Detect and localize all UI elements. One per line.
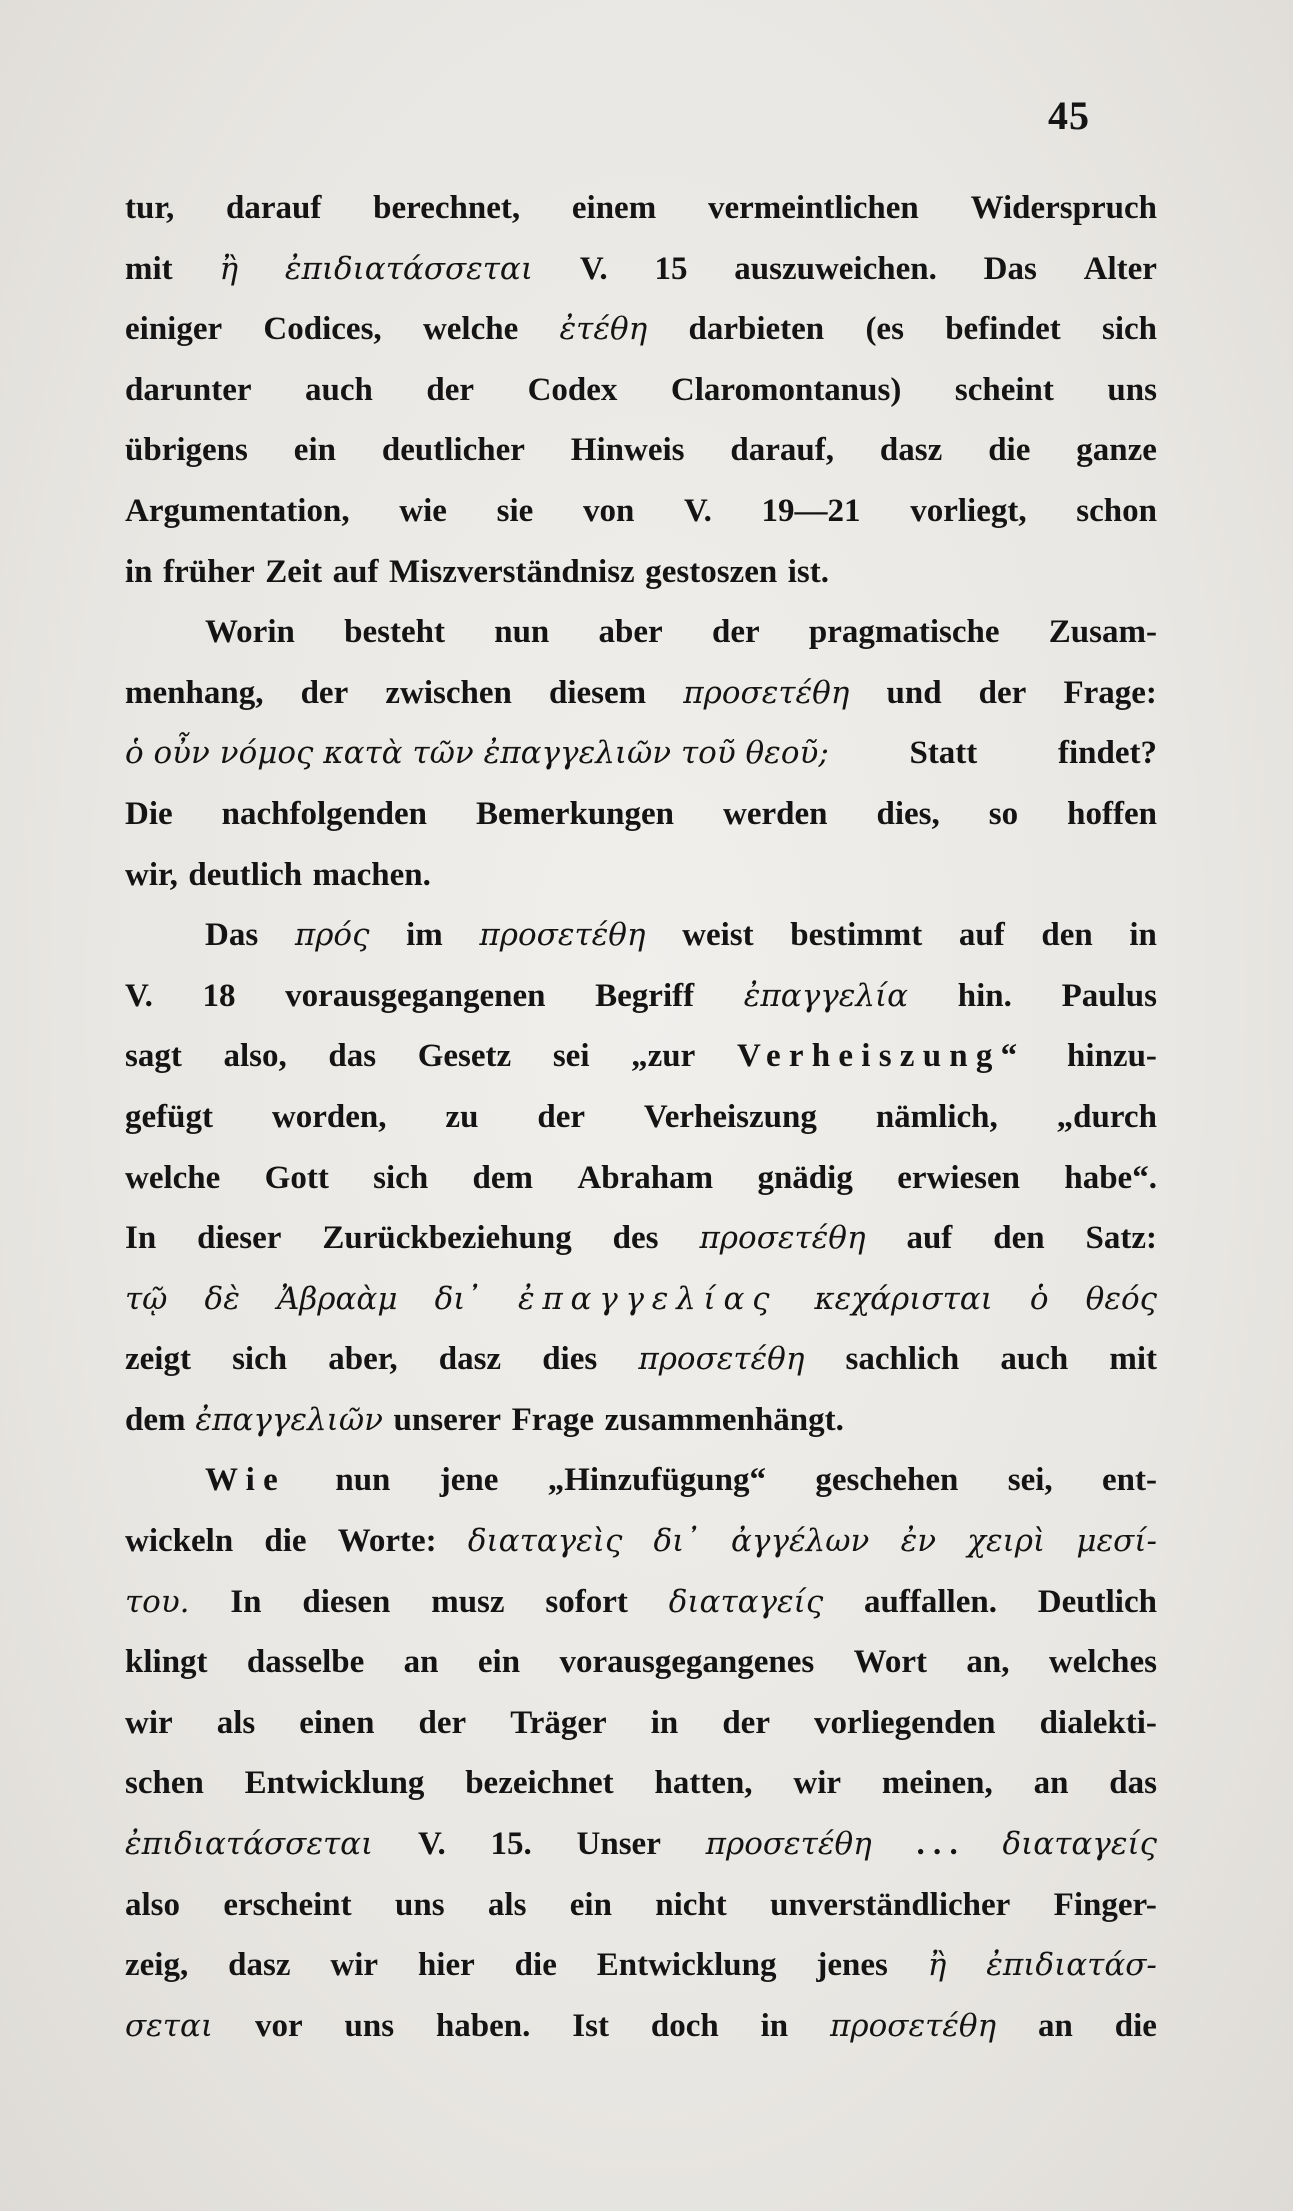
word: dem	[125, 1401, 186, 1438]
word: sagt	[125, 1038, 182, 1075]
word: sich	[232, 1341, 288, 1378]
word: habe“.	[1064, 1159, 1157, 1196]
word: 15.	[490, 1826, 532, 1863]
word: aber,	[328, 1341, 398, 1378]
word: hier	[417, 1947, 475, 1984]
text-line	[125, 542, 1157, 603]
word: 18	[202, 977, 236, 1014]
word: ganze	[1076, 432, 1157, 469]
greek-word: ὁ οὖν νόμος κατὰ τῶν ἐπαγγελιῶν τοῦ θεοῦ;	[125, 735, 829, 772]
word: auf	[906, 1220, 953, 1257]
word: 19—21	[761, 492, 861, 529]
word: im	[406, 917, 443, 954]
word: so	[988, 795, 1019, 832]
word: das	[328, 1038, 377, 1075]
greek-word: διαταγεὶς	[467, 1523, 623, 1560]
word: dasz	[879, 432, 943, 469]
word: die	[988, 432, 1031, 469]
word: an	[403, 1644, 439, 1681]
greek-word: προσετέθη	[830, 2007, 997, 2044]
word: zu	[445, 1098, 479, 1135]
greek-word: Ἀβραὰμ	[276, 1280, 398, 1317]
word: der	[426, 371, 475, 408]
word: wickeln	[125, 1523, 234, 1560]
word: also,	[223, 1038, 287, 1075]
word: Die	[125, 795, 173, 832]
word: besteht	[344, 614, 445, 651]
word: nachfolgenden	[221, 795, 428, 832]
text-line	[125, 784, 1157, 845]
word: diesem	[548, 674, 647, 711]
word: V.	[125, 977, 153, 1014]
word: auszuweichen.	[734, 250, 937, 287]
text-line	[125, 1026, 1157, 1087]
word: sie	[496, 492, 534, 529]
word: wir	[330, 1947, 379, 1984]
word: Argumentation,	[125, 492, 350, 529]
text-line	[125, 360, 1157, 421]
greek-word: ἐπαγγελία	[743, 977, 909, 1014]
word: in	[650, 1704, 679, 1741]
text-line	[125, 1693, 1157, 1754]
word: die	[514, 1947, 557, 1984]
word: Zusam-	[1048, 614, 1157, 651]
word: Wort	[853, 1644, 927, 1681]
text-line	[125, 299, 1157, 360]
word: vorausgegangenen	[285, 977, 546, 1014]
word: Entwicklung	[244, 1765, 425, 1802]
word: Bemerkungen	[476, 795, 675, 832]
word: berechnet,	[373, 190, 521, 226]
text-line	[125, 602, 1157, 663]
greek-word: προσετέθη	[705, 1826, 872, 1863]
word: vor	[254, 2007, 303, 2044]
text-line	[125, 663, 1157, 724]
greek-word: ἐν	[900, 1523, 937, 1560]
word: dies	[542, 1341, 598, 1378]
word: In	[230, 1583, 262, 1620]
word: erwiesen	[897, 1159, 1020, 1196]
text-line	[125, 239, 1157, 300]
word: vorausgegangenes	[559, 1644, 815, 1681]
word: auf	[958, 917, 1005, 954]
word: menhang,	[125, 674, 264, 711]
word: dieser	[197, 1220, 282, 1257]
greek-word: ἐτέθη	[559, 311, 648, 348]
word: meinen,	[881, 1765, 993, 1802]
word: übrigens	[125, 432, 248, 469]
word: Ist	[572, 2007, 609, 2044]
word: nämlich,	[875, 1098, 998, 1135]
greek-word: ἐπαγγελίας	[518, 1280, 778, 1317]
word: auch	[305, 371, 373, 408]
word: den	[1041, 917, 1093, 954]
greek-word: ἀγγέλων	[731, 1523, 870, 1560]
word: hatten,	[654, 1765, 753, 1802]
word: einiger	[125, 311, 223, 348]
greek-word: ἐπαγγελιῶν	[195, 1401, 383, 1438]
word: von	[582, 492, 635, 529]
word: musz	[431, 1583, 505, 1620]
greek-word: ἐπιδιατάσσεται	[284, 250, 534, 287]
word: mit	[125, 250, 173, 287]
word: gnädig	[757, 1159, 853, 1196]
text-line	[125, 1753, 1157, 1814]
word: darauf,	[730, 432, 834, 469]
greek-word: ἢ	[219, 250, 239, 287]
word: in	[125, 553, 153, 590]
text-line	[125, 1875, 1157, 1936]
word: zwischen	[385, 674, 512, 711]
word: Deutlich	[1037, 1583, 1157, 1620]
word: tur,	[125, 190, 175, 226]
word: der	[300, 674, 349, 711]
word: dasselbe	[246, 1644, 365, 1681]
text-line	[125, 1269, 1157, 1330]
word: hoffen	[1067, 795, 1157, 832]
word: an	[1038, 2007, 1073, 2044]
word: befindet	[945, 311, 1061, 348]
word: mit	[1109, 1341, 1157, 1378]
word: an	[1033, 1765, 1069, 1802]
word: scheint	[954, 371, 1054, 408]
text-line	[125, 966, 1157, 1027]
word: sei	[552, 1038, 590, 1075]
greek-word: πρός	[294, 917, 370, 954]
word: unserer	[393, 1401, 502, 1438]
greek-word: κεχάρισται	[814, 1280, 993, 1317]
word: einen	[299, 1704, 375, 1741]
text-line	[125, 1450, 1157, 1511]
word: unverständlicher	[770, 1886, 1011, 1923]
word: V.	[579, 250, 608, 287]
text-line	[125, 1511, 1157, 1572]
word: doch	[650, 2007, 719, 2044]
text-line	[125, 1087, 1157, 1148]
word: Das	[983, 250, 1037, 287]
word: Finger-	[1053, 1886, 1157, 1923]
word: dem	[472, 1159, 534, 1196]
word: Das	[205, 917, 259, 954]
greek-word: ἐπιδιατάσ-	[986, 1947, 1157, 1984]
greek-word: ἐπιδιατάσσεται	[125, 1826, 374, 1863]
word: uns	[1107, 371, 1157, 408]
text-line	[125, 1935, 1157, 1996]
word: der	[722, 1704, 770, 1741]
text-line	[125, 481, 1157, 542]
greek-word: δι᾽	[434, 1280, 481, 1317]
greek-word: σεται	[125, 2007, 214, 2044]
word: sei,	[1007, 1462, 1053, 1499]
word: welche	[125, 1159, 221, 1196]
word: dasz	[228, 1947, 291, 1984]
word: uns	[395, 1886, 445, 1923]
word: einem	[571, 190, 657, 226]
word: bezeichnet	[465, 1765, 614, 1802]
word: Alter	[1083, 250, 1157, 287]
word: zeigt	[125, 1341, 191, 1378]
text-line	[125, 1814, 1157, 1875]
page-number: 45	[1048, 93, 1090, 138]
word: Codex	[527, 371, 618, 408]
word: zusammenhängt.	[604, 1401, 844, 1438]
word: der	[537, 1098, 585, 1135]
word: auch	[1000, 1341, 1069, 1378]
greek-word: δι᾽	[653, 1523, 700, 1560]
word: Hinweis	[570, 432, 685, 469]
word: des	[612, 1220, 659, 1257]
word: in	[760, 2007, 789, 2044]
word: Paulus	[1061, 977, 1157, 1014]
word: Codices,	[263, 311, 382, 348]
word: Begriff	[595, 977, 695, 1014]
word: zeig,	[125, 1947, 189, 1984]
text-line	[125, 905, 1157, 966]
word: ent-	[1102, 1462, 1157, 1499]
word: findet?	[1057, 735, 1157, 772]
text-line	[125, 178, 1157, 239]
word: Statt	[909, 735, 978, 772]
word: dialekti-	[1039, 1704, 1157, 1741]
word: Claromontanus)	[670, 371, 902, 408]
word: Worte:	[337, 1523, 437, 1560]
word: Gott	[264, 1159, 329, 1196]
word: pragmatische	[808, 614, 1000, 651]
word: diesen	[302, 1583, 391, 1620]
word: worden,	[271, 1098, 387, 1135]
word: geschehen	[815, 1462, 959, 1499]
word: . . .	[916, 1826, 958, 1863]
word: wir	[125, 1704, 173, 1741]
word: werden	[723, 795, 828, 832]
word: aber	[598, 614, 663, 651]
word: die	[1114, 2007, 1157, 2044]
word: Entwicklung	[596, 1947, 777, 1984]
greek-word: διαταγείς	[668, 1583, 824, 1620]
word: darauf	[226, 190, 322, 226]
greek-word: μεσί-	[1076, 1523, 1157, 1560]
word: erscheint	[223, 1886, 352, 1923]
word: sofort	[545, 1583, 628, 1620]
greek-word: διαταγείς	[1002, 1826, 1157, 1863]
text-line	[125, 845, 1157, 906]
word: die	[264, 1523, 307, 1560]
greek-word: ἢ	[927, 1947, 947, 1984]
word: dasz	[438, 1341, 502, 1378]
word: Frage	[511, 1401, 595, 1438]
word: sich	[1101, 311, 1157, 348]
word: deutlicher	[381, 432, 525, 469]
word: auf	[332, 553, 379, 590]
word: sich	[373, 1159, 429, 1196]
word: jene	[439, 1462, 499, 1499]
word: hin.	[957, 977, 1012, 1014]
word: „zur	[631, 1038, 696, 1075]
word: auffallen.	[864, 1583, 997, 1620]
word: Zeit	[265, 553, 323, 590]
word: jenes	[816, 1947, 888, 1984]
word: Zurückbeziehung	[322, 1220, 572, 1257]
word: haben.	[435, 2007, 531, 2044]
word: machen.	[312, 856, 431, 893]
word: darbieten	[688, 311, 825, 348]
word: sachlich	[845, 1341, 960, 1378]
greek-word: προσετέθη	[683, 674, 850, 711]
word: Unser	[576, 1826, 661, 1863]
word: schon	[1076, 492, 1157, 529]
word: deutlich	[188, 856, 303, 893]
word: vorliegt,	[910, 492, 1027, 529]
word: als	[216, 1704, 256, 1741]
word: wir	[793, 1765, 842, 1802]
word: Frage:	[1063, 674, 1157, 711]
text-line	[125, 1390, 1157, 1451]
word: klingt	[125, 1644, 208, 1681]
word: wie	[399, 492, 447, 529]
greek-word: προσετέθη	[479, 917, 646, 954]
greek-word: του.	[125, 1583, 190, 1620]
greek-word: τῷ	[125, 1280, 168, 1317]
text-line	[125, 1329, 1157, 1390]
word: der	[711, 614, 760, 651]
word: Abraham	[577, 1159, 714, 1196]
word: Verheiszung	[643, 1098, 817, 1135]
word: und	[886, 674, 942, 711]
text-line	[125, 1996, 1157, 2057]
word: nun	[494, 614, 550, 651]
word: gestoszen	[645, 553, 778, 590]
greek-word: ὁ	[1029, 1280, 1049, 1317]
word: als	[487, 1886, 527, 1923]
word: welche	[422, 311, 519, 348]
word: ein	[569, 1886, 612, 1923]
word: weist	[682, 917, 754, 954]
word: darunter	[125, 371, 252, 408]
word: 15	[654, 250, 688, 287]
word: in	[1129, 917, 1157, 954]
word: ist.	[787, 553, 829, 590]
word: der	[418, 1704, 467, 1741]
word: „durch	[1056, 1098, 1157, 1135]
word: nicht	[655, 1886, 727, 1923]
word: Verheiszung“	[736, 1038, 1026, 1075]
word: den	[993, 1220, 1045, 1257]
text-line	[125, 1572, 1157, 1633]
word: wir,	[125, 856, 178, 893]
greek-word: χειρὶ	[967, 1523, 1046, 1560]
word: V.	[684, 492, 712, 529]
text-line	[125, 1148, 1157, 1209]
word: Worin	[205, 614, 295, 651]
word: bestimmt	[790, 917, 923, 954]
word: Träger	[510, 1704, 607, 1741]
word: (es	[865, 311, 904, 348]
greek-word: δὲ	[204, 1280, 240, 1317]
word: vorliegenden	[814, 1704, 996, 1741]
word: schen	[125, 1765, 204, 1802]
text-line	[125, 420, 1157, 481]
word: uns	[344, 2007, 395, 2044]
body-text	[125, 178, 1157, 2056]
word: das	[1109, 1765, 1157, 1802]
text-line	[125, 1208, 1157, 1269]
word: an,	[966, 1644, 1010, 1681]
word: gefügt	[125, 1098, 213, 1135]
word: Gesetz	[417, 1038, 512, 1075]
word: Widerspruch	[970, 190, 1157, 226]
word: Wie	[205, 1462, 286, 1499]
word: nun	[335, 1462, 391, 1499]
word: der	[978, 674, 1027, 711]
word: In	[125, 1220, 157, 1257]
greek-word: θεός	[1085, 1280, 1157, 1317]
word: vermeintlichen	[708, 190, 919, 226]
word: ein	[293, 432, 336, 469]
word: „Hinzufügung“	[547, 1462, 767, 1499]
greek-word: προσετέθη	[699, 1220, 866, 1257]
word: dies,	[876, 795, 940, 832]
word: ein	[477, 1644, 521, 1681]
word: V.	[417, 1826, 446, 1863]
text-line	[125, 1632, 1157, 1693]
word: Satz:	[1085, 1220, 1157, 1257]
greek-word: προσετέθη	[638, 1341, 805, 1378]
word: also	[125, 1886, 181, 1923]
word: früher	[163, 553, 255, 590]
word: hinzu-	[1067, 1038, 1157, 1075]
word: welches	[1048, 1644, 1157, 1681]
word: Miszverständnisz	[389, 553, 635, 590]
text-line	[125, 723, 1157, 784]
